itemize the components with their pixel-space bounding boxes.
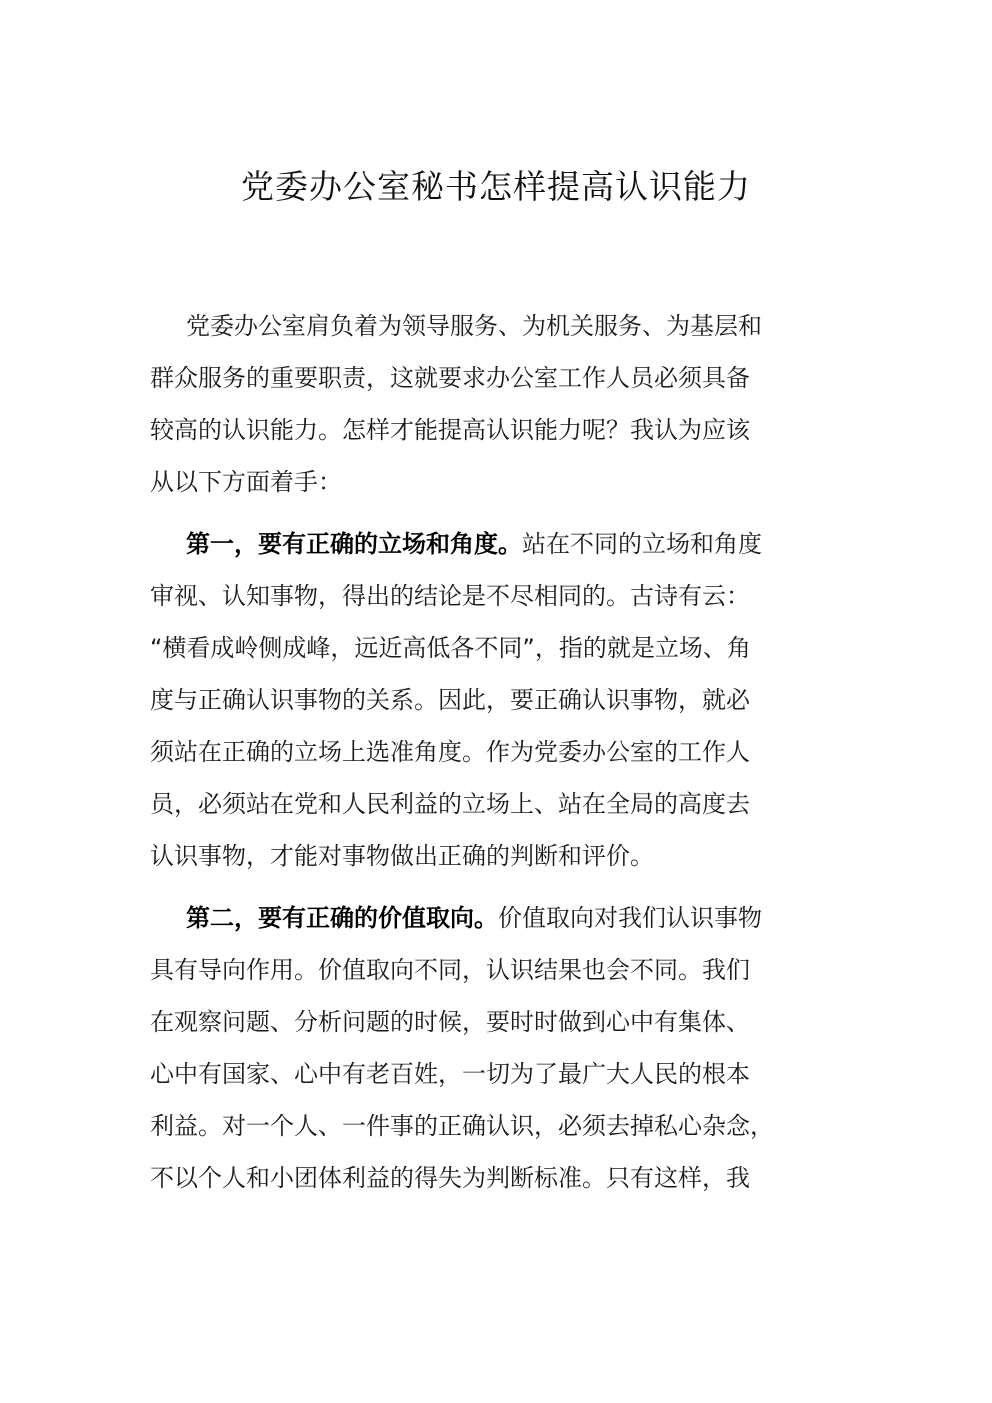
paragraph-line: 群众服务的重要职责，这就要求办公室工作人员必须具备 [150, 364, 750, 392]
paragraph-line: 心中有国家、心中有老百姓，一切为了最广大人民的根本 [150, 1060, 750, 1088]
paragraph-line: 度与正确认识事物的关系。因此，要正确认识事物，就必 [150, 686, 750, 714]
paragraph-text: 价值取向对我们认识事物 [498, 904, 762, 932]
paragraph-line: 在观察问题、分析问题的时候，要时时做到心中有集体、 [150, 1008, 750, 1036]
paragraph-text: 站在不同的立场和角度 [522, 530, 762, 558]
section-2-paragraph [150, 892, 830, 1204]
paragraph-line: 较高的认识能力。怎样才能提高认识能力呢？我认为应该 [150, 416, 750, 444]
paragraph-line: 须站在正确的立场上选准角度。作为党委办公室的工作人 [150, 738, 750, 766]
paragraph-line: 审视、认知事物，得出的结论是不尽相同的。古诗有云： [150, 582, 750, 610]
paragraph-line: 利益。对一个人、一件事的正确认识，必须去掉私心杂念， [150, 1112, 774, 1140]
paragraph-first-line [150, 892, 830, 944]
intro-paragraph [150, 300, 830, 508]
paragraph-line: 从以下方面着手： [150, 468, 342, 496]
paragraph-line: 不以个人和小团体利益的得失为判断标准。只有这样，我 [150, 1164, 750, 1192]
paragraph-line: 认识事物，才能对事物做出正确的判断和评价。 [150, 842, 654, 870]
paragraph-first-line [150, 518, 830, 570]
section-1-heading: 第一，要有正确的立场和角度。 [186, 530, 522, 558]
document-title: 党委办公室秘书怎样提高认识能力 [241, 167, 751, 206]
paragraph-line: 员，必须站在党和人民利益的立场上、站在全局的高度去 [150, 790, 750, 818]
section-2-heading: 第二，要有正确的价值取向。 [186, 904, 498, 932]
paragraph-line: 党委办公室肩负着为领导服务、为机关服务、为基层和 [186, 312, 762, 340]
section-1-paragraph [150, 518, 830, 882]
paragraph-line: 具有导向作用。价值取向不同，认识结果也会不同。我们 [150, 956, 750, 984]
paragraph-line: “横看成岭侧成峰，远近高低各不同”，指的就是立场、角 [150, 634, 751, 662]
